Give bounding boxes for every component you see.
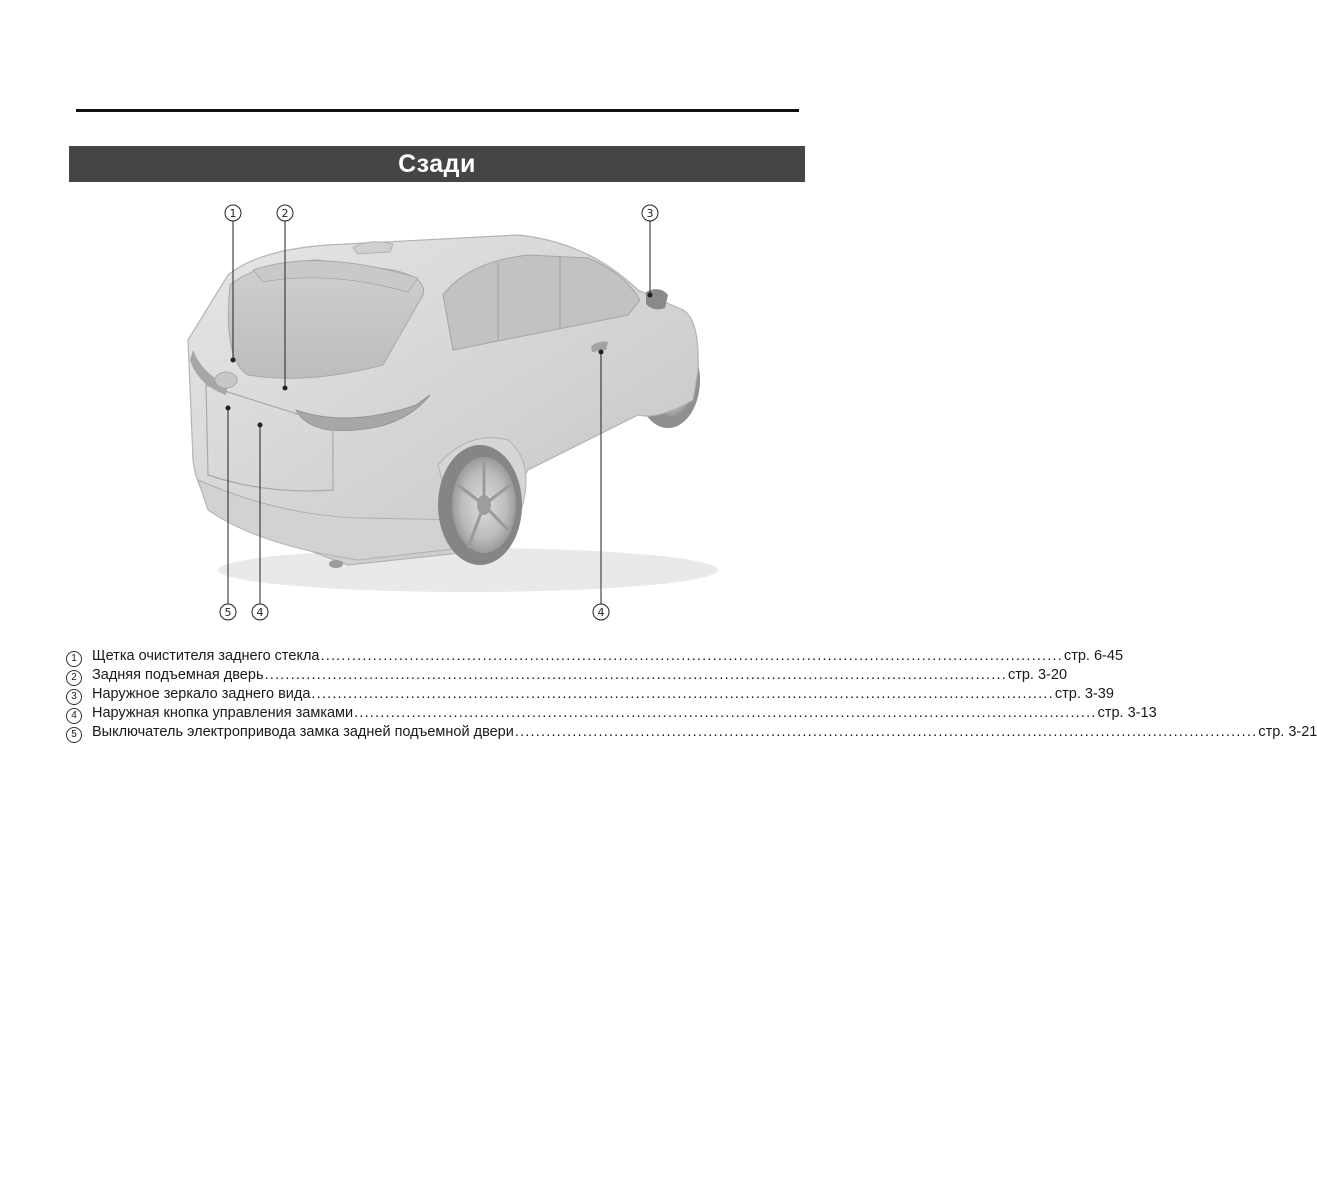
- callout-number: 2: [281, 207, 289, 220]
- dot-leader: ..............................................................................................................................................: [311, 686, 1054, 702]
- emblem: [215, 372, 237, 388]
- legend-item: [66, 704, 1157, 723]
- callout-4b: [593, 604, 609, 620]
- legend-page-ref[interactable]: стр. 3-20: [1007, 667, 1068, 683]
- callout-number: 4: [597, 606, 605, 619]
- callout-4a: [252, 604, 268, 620]
- section-title-bar: [69, 146, 805, 182]
- callout-number: 3: [646, 207, 654, 220]
- legend-number: 3: [66, 689, 82, 705]
- parts-legend: [66, 647, 1317, 742]
- callout-5: [220, 604, 236, 620]
- car-rear-drawing: [168, 200, 708, 628]
- legend-number: 4: [66, 708, 82, 724]
- callout-number: 1: [229, 207, 237, 220]
- legend-page-ref[interactable]: стр. 3-39: [1054, 686, 1114, 702]
- exhaust: [329, 560, 343, 568]
- dot-leader: ..............................................................................................................................................: [264, 667, 1007, 683]
- dot-leader: ..............................................................................................................................................: [354, 705, 1097, 721]
- section-title: Сзади: [398, 150, 476, 178]
- legend-number: 2: [66, 670, 82, 686]
- callout-number: 4: [256, 606, 264, 619]
- callout-number: 5: [224, 606, 232, 619]
- legend-label: Задняя подъемная дверь: [92, 667, 264, 683]
- callout-2: [277, 205, 293, 221]
- callout-1: [225, 205, 241, 221]
- legend-page-ref[interactable]: стр. 3-21: [1258, 724, 1317, 740]
- legend-page-ref[interactable]: стр. 6-45: [1063, 648, 1124, 664]
- legend-label: Наружное зеркало заднего вида: [92, 686, 311, 702]
- rear-wheel: [438, 438, 526, 565]
- callout-3: [642, 205, 658, 221]
- legend-number: 1: [66, 651, 82, 667]
- dot-leader: ..............................................................................................................................................: [320, 648, 1063, 664]
- legend-label: Выключатель электропривода замка задней подъемной двери: [92, 724, 514, 740]
- legend-label: Щетка очистителя заднего стекла: [92, 648, 320, 664]
- legend-page-ref[interactable]: стр. 3-13: [1097, 705, 1157, 721]
- legend-label: Наружная кнопка управления замками: [92, 705, 354, 721]
- legend-item: [66, 666, 1068, 685]
- legend-number: 5: [66, 727, 82, 743]
- dot-leader: ..............................................................................................................................................: [514, 724, 1258, 740]
- legend-item: [66, 723, 1317, 742]
- legend-item: [66, 685, 1114, 704]
- car-rear-illustration: [168, 200, 708, 628]
- legend-item: [66, 647, 1124, 666]
- side-mirror: [646, 289, 668, 309]
- top-rule: [76, 109, 799, 112]
